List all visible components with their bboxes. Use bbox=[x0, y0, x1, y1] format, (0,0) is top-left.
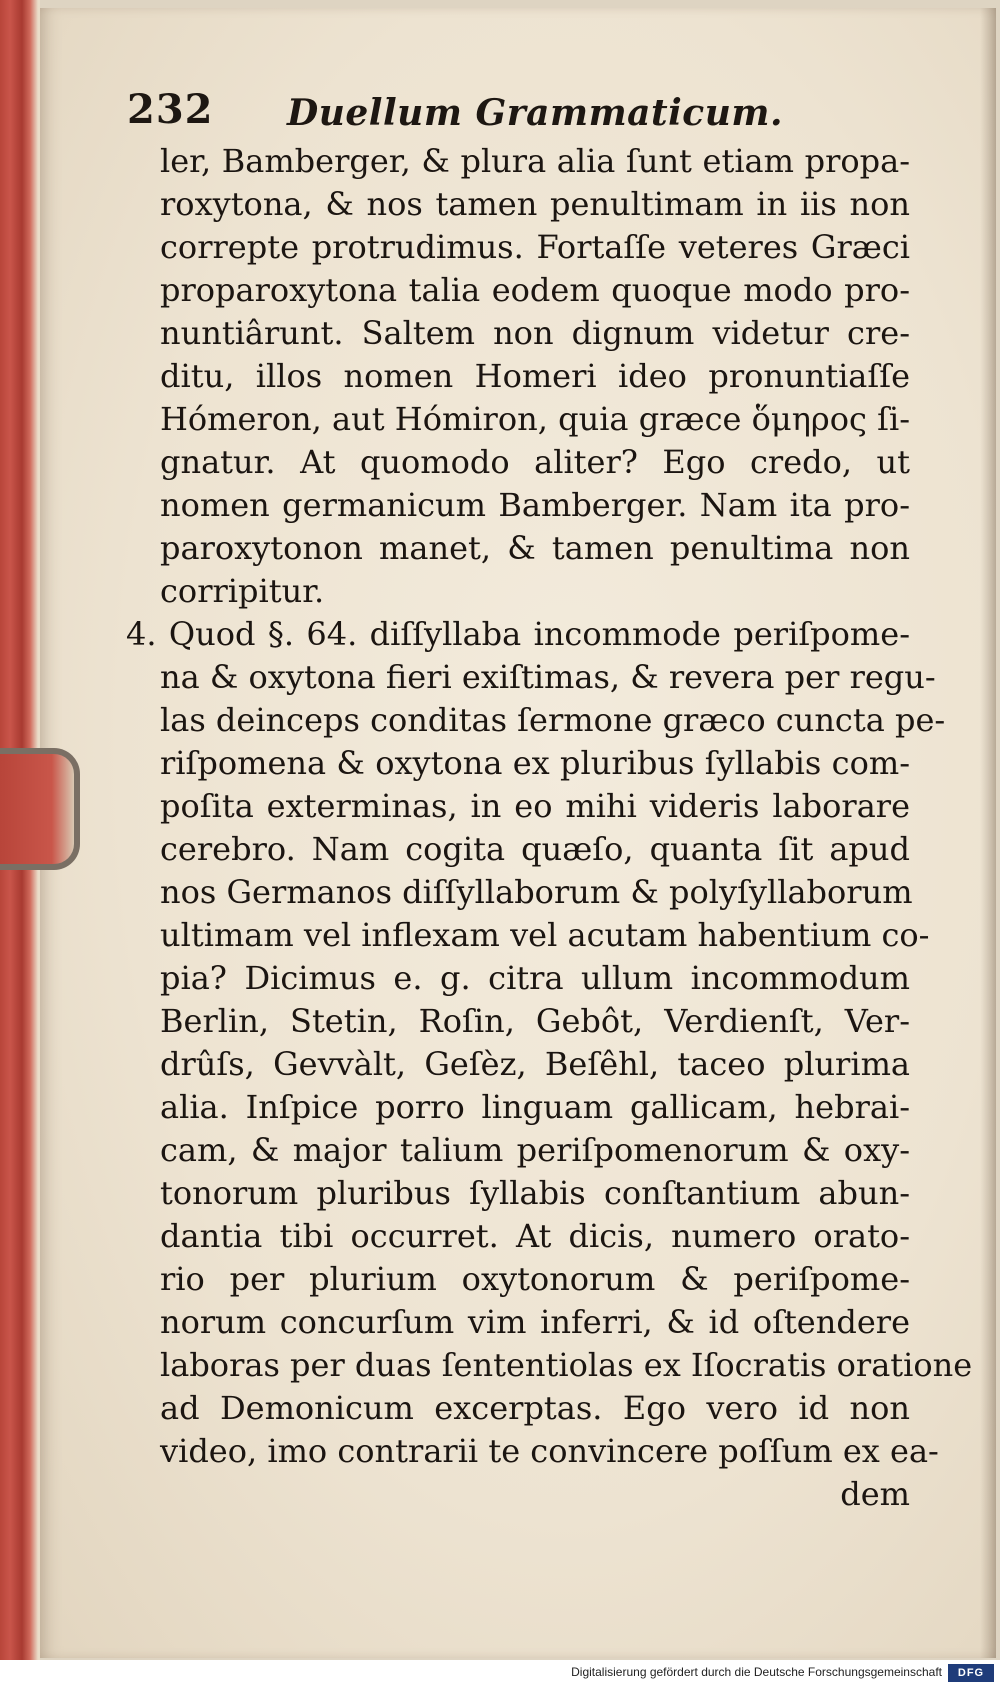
body-text bbox=[126, 140, 973, 1516]
text-line: dantia tibi occurret. At dicis, numero orato- bbox=[160, 1217, 910, 1255]
text-line: alia. Inſpice porro linguam gallicam, hebrai- bbox=[160, 1088, 910, 1126]
text-line: na & oxytona fieri exiſtimas, & revera per regu- bbox=[160, 658, 936, 696]
text-line: tonorum pluribus ſyllabis conſtantium abun- bbox=[160, 1174, 910, 1212]
text-line: rio per plurium oxytonorum & periſpome- bbox=[160, 1260, 910, 1298]
text-line: correpte protrudimus. Fortaſſe veteres Græci bbox=[160, 228, 910, 266]
text-line: pia? Dicimus e. g. citra ullum incommodum bbox=[160, 959, 910, 997]
text-line: drûſs, Gevvàlt, Geſèz, Beſêhl, taceo plurima bbox=[160, 1045, 910, 1083]
text-line: ad Demonicum excerptas. Ego vero id non bbox=[160, 1389, 910, 1427]
book-clasp bbox=[0, 748, 80, 870]
text-line: norum concurſum vim inferri, & id oſtendere bbox=[160, 1303, 910, 1341]
text-line: ler, Bamberger, & plura alia ſunt etiam propa- bbox=[160, 142, 910, 180]
text-line: video, imo contrarii te convincere poſſum ex ea- bbox=[160, 1432, 939, 1470]
text-line: ditu, illos nomen Homeri ideo pronuntiaſſe bbox=[160, 357, 910, 395]
footer-bar bbox=[0, 1660, 1000, 1686]
text-line: gnatur. At quomodo aliter? Ego credo, ut bbox=[160, 443, 910, 481]
dfg-logo: DFG bbox=[948, 1664, 994, 1682]
text-line: 4. Quod §. 64. diſſyllaba incommode periſpome- bbox=[126, 615, 910, 653]
text-line: laboras per duas ſententiolas ex Iſocratis oratione bbox=[160, 1346, 973, 1384]
text-line: corripitur. bbox=[160, 572, 325, 610]
text-line: paroxytonon manet, & tamen penultima non bbox=[160, 529, 910, 567]
running-title: Duellum Grammaticum. bbox=[287, 92, 784, 134]
page-number: 232 bbox=[127, 86, 214, 133]
catchword: dem bbox=[840, 1475, 910, 1513]
text-line: poſita exterminas, in eo mihi videris laborare bbox=[160, 787, 910, 825]
text-line: cam, & major talium periſpomenorum & oxy- bbox=[160, 1131, 910, 1169]
page-shadow bbox=[980, 8, 996, 1658]
text-line: nuntiârunt. Saltem non dignum videtur cre- bbox=[160, 314, 910, 352]
text-line: las deinceps conditas ſermone græco cuncta pe- bbox=[160, 701, 946, 739]
text-line: cerebro. Nam cogita quæſo, quanta ſit apud bbox=[160, 830, 910, 868]
text-line: Hómeron, aut Hómiron, quia græce ὅμηρος ſi- bbox=[160, 400, 910, 438]
text-line: nos Germanos diſſyllaborum & polyſyllaborum bbox=[160, 873, 913, 911]
text-line: nomen germanicum Bamberger. Nam ita pro- bbox=[160, 486, 910, 524]
text-line: riſpomena & oxytona ex pluribus ſyllabis com- bbox=[160, 744, 910, 782]
funding-credit: Digitalisierung gefördert durch die Deutsche Forschungsgemeinschaft bbox=[571, 1665, 942, 1679]
text-line: proparoxytona talia eodem quoque modo pro- bbox=[160, 271, 910, 309]
text-line: ultimam vel inflexam vel acutam habentium co- bbox=[160, 916, 930, 954]
text-line: roxytona, & nos tamen penultimam in iis non bbox=[160, 185, 910, 223]
text-line: Berlin, Stetin, Roſin, Gebôt, Verdienſt, Ver- bbox=[160, 1002, 910, 1040]
